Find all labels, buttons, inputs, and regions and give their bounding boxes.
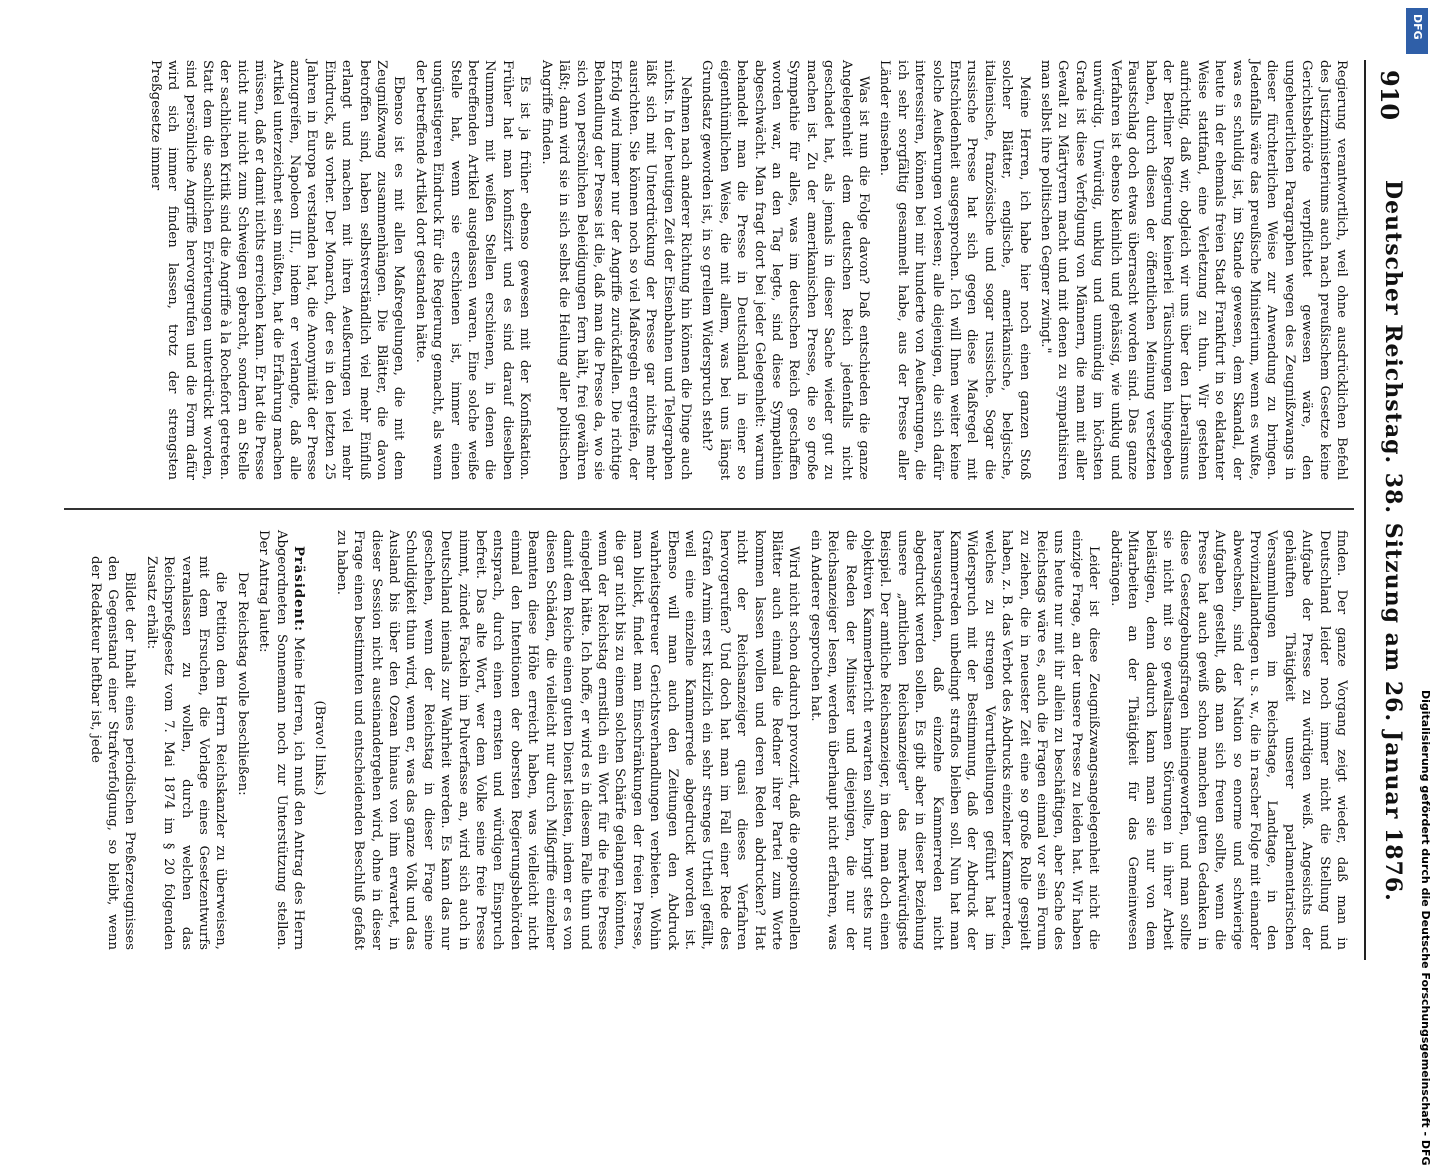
- paragraph: Wird nicht schon dadurch provozirt, daß die oppositionellen Blätter auch einmal die Redner ihrer Partei zum Worte kommen lassen wollen und deren Reden abdrucken? Hat nicht der Reichsanzeiger quasi dieses Verfahren hervorgerufen? Und doch hat man im Fall einer Rede des Grafen Arnim erst kürzlich ein sehr strenges Urtheil gefällt, weil eine einzelne Kammerrede abgedruckt worden ist. Ebenso will man auch den Zeitungen den Abdruck wahrheitsgetreuer Gerichtsverhandlungen verbieten. Wohin man blickt, findet man Einschränkungen der freien Presse, die gar nicht bis zu einem solchen Schärfe gelangen könnten, wenn der Reichstag ernstlich ein Wort für die freie Presse eingelegt hätte. Ich hoffe, er wird es in diesem Falle thun und damit dem Reiche einen guten Dienst leisten, indem er es von diesen Schäden, die vielleicht nur durch Mißgriffe einzelner Beamten diese Höhe erreicht haben, was vielleicht nicht einmal den Intentionen der obersten Regierungsbehörden entsprach, durch einen ernsten und würdigen Einspruch befreit. Das alte Wort, wer dem Volke seine freie Presse nimmt, zündet Fackeln im Pulverfasse an, wird sich auch in Deutschland niemals zur Wahrheit werden. Es kann das nur geschehen, wenn der Reichstag in dieser Frage seine Schuldigkeit thun wird, wenn er, was das ganze Volk und das Ausland bis über den Ozean hinaus von ihm erwartet, in dieser Session nicht auseinandergehen wird, ohne in dieser Frage einen bestimmten und entscheidenden Beschluß gefaßt zu haben.: [333, 530, 802, 950]
- paragraph: Es ist ja früher ebenso gewesen mit der Konfiskation. Früher hat man konfiszirt und es sind darauf dieselben Nummern mit weißen Stellen erschienen, in denen die betreffenden Artikel ausgelassen waren. Eine solche weiße Stelle hat, wenn sie erschienen ist, immer einen ungünstigeren Eindruck für die Regierung gemacht, als wenn der betreffende Artikel dort gestanden hätte.: [412, 60, 533, 480]
- motion-line: die Petition dem Herrn Reichskanzler zu überweisen, mit dem Ersuchen, die Vorlage eines Gesetzentwurfs veranlassen zu wollen, durch welchen das Reichspreßgesetz vom 7. Mai 1874 im § 20 folgenden Zusatz erhält:: [143, 556, 229, 950]
- president-text: Meine Herren, ich muß den Antrag des Herrn Abgeordneten Sonnemann noch zur Unterstützung stellen. Der Antrag lautet:: [256, 530, 307, 950]
- page-number: 910: [1375, 70, 1404, 121]
- motion-line: Bildet der Inhalt eines periodischen Preßerzeugnisses den Gegenstand einer Strafverfolgung, so bleibt, wenn der Redakteur heftbar ist, jede: [87, 556, 138, 950]
- paragraph: Nehmen nach anderer Richtung hin können die Dinge auch nichts. In der heutigen Zeit der Eisenbahnen und Telegraphen läßt sich mit Unterdrückung der Presse gar nichts mehr ausrichten. Sie können noch so viel Maßregeln ergreifen, der Erfolg wird immer nur der Angriffe zurückfallen. Die richtige Behandlung der Presse ist die, daß man die Presse da, wo sie sich von persönlichen Beleidigungen fern hält, frei gewähren läßt; dann wird sie in sich selbst die Heilung aller politischen Angriffe finden.: [538, 60, 693, 480]
- left-column: [142, 60, 1350, 480]
- president-paragraph: [255, 530, 307, 950]
- rotated-page-content: [50, 60, 1410, 960]
- paragraph: Meine Herren, ich habe hier noch einen ganzen Stoß solcher Blätter, englische, amerikanische, belgische, italienische, französische und sogar russische. Sogar die russische Presse hat sich gegen diese Maßregel mit Entschiedenheit ausgesprochen. Ich will Ihnen weiter keine solche Aeußerungen vorlesen; alle diejenigen, die sich dafür interessiren, können bei mir hunderte von Aeußerungen, die ich sehr sorgfältig gesammelt habe, aus der Presse aller Länder einsehen.: [877, 60, 1032, 480]
- dfg-logo: [1406, 8, 1428, 54]
- digitization-credit: Digitalisierung gefördert durch die Deutsche Forschungsgemeinschaft - DFG: [1419, 690, 1432, 1166]
- paragraph: Regierung verantwortlich, weil ohne ausdrücklichen Befehl des Justizministeriums auch nach preußischem Gesetze keine Gerichtsbehörde verpflichtet gewesen wäre, den ungeheuerlichen Paragraphen wegen des Zeugnißzwangs in dieser fürchterlichen Weise zur Anwendung zu bringen. Jedenfalls wäre das preußische Ministerium, wenn es wußte, was es schuldig ist, im Stande gewesen, dem Skandal, der heute in der ehemals freien Stadt Frankfurt in so eklatanter Weise stattfand, eine Verletzung zu thun. Wir gestehen aufrichtig, daß wir, obgleich wir uns über den Liberalismus der Berliner Regierung keinerlei Täuschungen hingegeben haben, durch diesen der öffentlichen Meinung versetzten Faustschlag doch etwas überrascht worden sind. Das ganze Verfahren ist ebenso kleinlich und gehässig, wie unklug und unwürdig. Unwürdig, unklug und unmündig im höchsten Grade ist diese Verfolgung von Männern, die man mit aller Gewalt zu Märtyrern macht und mit denen zu sympathisiren man selbst ihre politischen Gegner zwingt.": [1038, 60, 1349, 480]
- paragraph: Was ist nun die Folge davon? Daß entschieden die ganze Angelegenheit dem deutschen Reich jedenfalls nicht geschadet hat, als jemals in dieser Sache wieder gut zu machen ist. Zu der amerikanischen Presse, die so große Sympathie für alles, was im deutschen Reich geschaffen worden war, an den Tag legte, sind diese Sympathien abgeschwächt. Man fragt dort bei jeder Gelegenheit: warum behandelt man die Presse in Deutschland in einer so eigenthümlichen Weise, die mit allem, was bei uns längst Grundsatz geworden ist, in so grellem Widerspruch steht?: [699, 60, 872, 480]
- paragraph: Leider ist diese Zeugnißzwangsangelegenheit nicht die einzige Frage, an der unsere Presse zu leiden hat. Wir haben uns heute nur mit ihr allein zu beschäftigen, aber Sache des Reichstags wäre es, auch die Fragen einmal vor sein Forum zu ziehen, die in neuester Zeit eine so große Rolle gespielt haben, z. B. das Verbot des Abdrucks einzelner Kammerreden, welches zu strengen Verurtheilungen geführt hat im Widerspruch mit der Bestimmung, daß der Abdruck der Kammerreden unbedingt straflos bleiben soll. Nun hat man herausgefunden, daß einzelne Kammerreden nicht abgedruckt werden sollen. Es gibt aber in dieser Beziehung unsere „amtlichen Reichsanzeiger" das merkwürdigste Beispiel. Der amtliche Reichsanzeiger, in dem man doch einen objektiven Kammerbericht erwarten sollte, bringt stets nur die Reden der Minister und diejenigen, die nur der Reichsanzeiger lesen, werden überhaupt nicht erfahren, was ein Anderer gesprochen hat.: [807, 530, 1102, 950]
- dfg-logo-text: DFG: [1411, 14, 1424, 40]
- right-column: [82, 530, 1350, 950]
- digitization-sidebar: [1402, 0, 1432, 1166]
- motion-line: Der Reichstag wolle beschließen:: [234, 572, 250, 796]
- running-head: Deutscher Reichstag. 38. Sitzung am 26. Januar 1876.: [1380, 180, 1406, 902]
- speaker-label: Präsident:: [291, 546, 307, 633]
- column-divider: [64, 508, 1354, 510]
- paragraph: finden. Der ganze Vorgang zeigt wieder, daß man in Deutschland leider noch immer nicht die Stellung und Aufgabe der Presse zu würdigen weiß. Angesichts der gehäuften Thätigkeit unserer parlamentarischen Versammlungen im Reichstage, Landtage, in den Provinziallandtagen u. s. w., die in rascher Folge mit einander abwechseln, sind der Nation so enorme und schwierige Aufgaben gestellt, daß man sich freuen sollte, wenn die Presse hat auch gewiß schon manchen guten Gedanken in diese Gesetzgebungsfragen hineingeworfen, und man sollte sie nicht mit so gewaltsamen Störungen in ihrer Arbeit belästigen, denn dadurch kann man sie nur von dem Mitarbeiten an der Thätigkeit für das Gemeinwesen abdrängen.: [1107, 530, 1349, 950]
- applause-note: (Bravo! links.): [312, 700, 328, 796]
- paragraph: Ebenso ist es mit allen Maßregelungen, die mit dem Zeugnißzwang zusammenhängen. Die Blätter, die davon betroffen sind, haben selbstverständlich viel mehr Einfluß erlangt und machen mit ihren Aeußerungen viel mehr Eindruck, als vorher. Der Monarch, der es in den letzten 25 Jahren in Europa verstanden hat, die Anonymität der Presse anzugreifen, Napoleon III., indem er verlangte, daß alle Artikel unterzeichnet sein müßten, hat die Erfahrung machen müssen, daß er damit nichts erreichen kann. Er hat die Presse nicht nur nicht zum Schweigen gebracht, sondern an Stelle der sachlichen Kritik sind die Angriffe à la Rochefort getreten. Statt dem die sachlichen Erörterungen unterdrückt worden, sind persönliche Angriffe hervorgerufen und die Form dafür wird sich immer finden lassen, trotz der strengsten Preßgesetze immer: [147, 60, 407, 480]
- header-rule: [1364, 60, 1366, 960]
